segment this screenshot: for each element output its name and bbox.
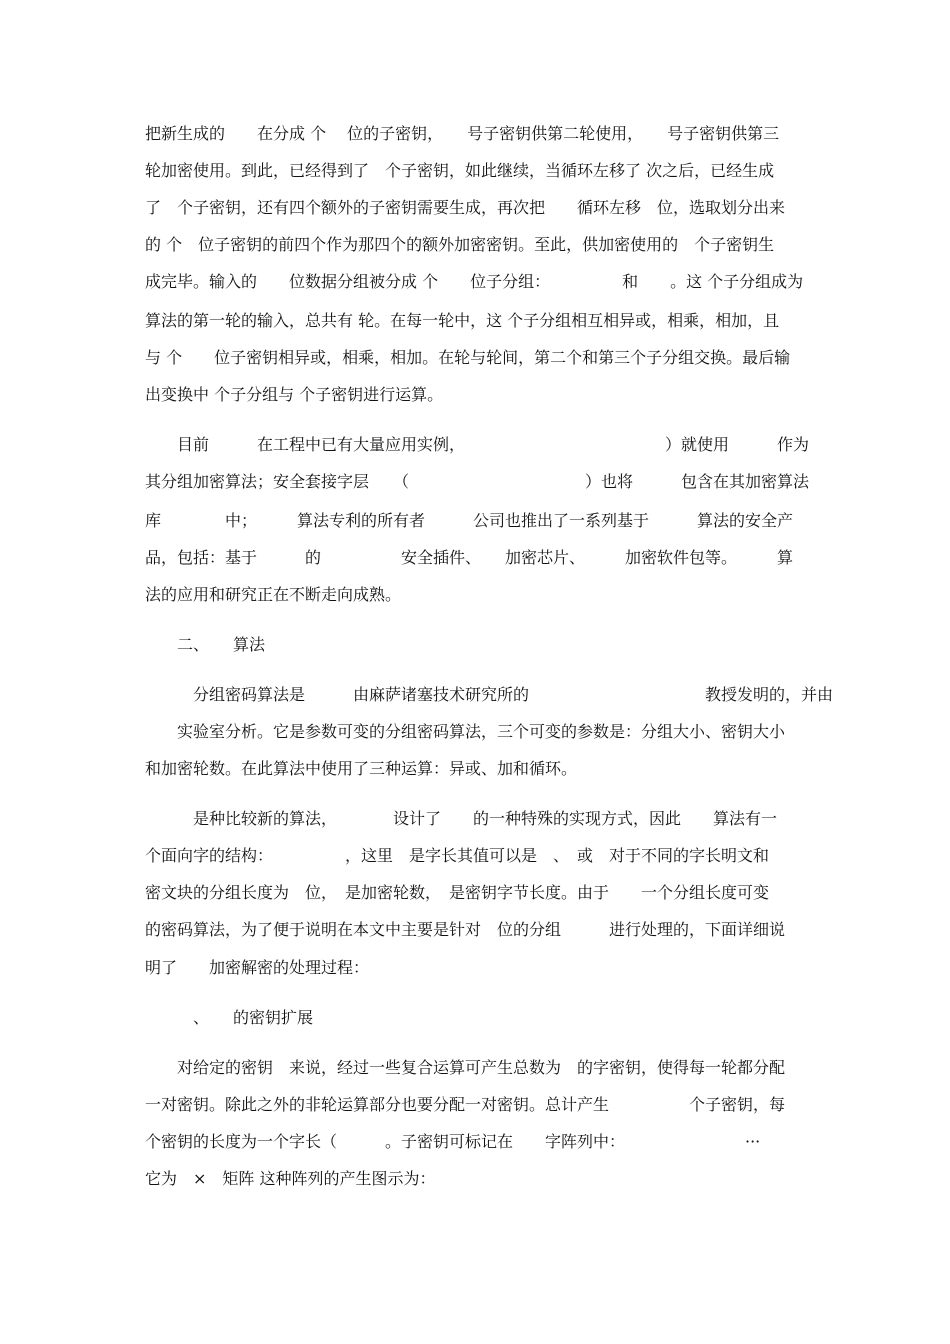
paragraph-1-line-3: 了 个子密钥，还有四个额外的子密钥需要生成，再次把 循环左移 位，选取划分出来 (145, 198, 786, 217)
section-heading: 二、 算法 (145, 635, 266, 654)
paragraph-1-line-4: 的 个 位子密钥的前四个作为那四个的额外加密密钥。至此，供加密使用的 个子密钥生 (145, 235, 775, 254)
paragraph-1-line-5: 成完毕。输入的 位数据分组被分成 个 位子分组： 和 。这 个子分组成为 (145, 272, 804, 291)
paragraph-4-line-2: 个面向字的结构： ，这里 是字长其值可以是 、 或 对于不同的字长明文和 (145, 846, 770, 865)
paragraph-2-line-4: 品，包括：基于 的 安全插件、 加密芯片、 加密软件包等。 算 (145, 548, 794, 567)
paragraph-1-line-7: 与 个 位子密钥相异或，相乘，相加。在轮与轮间，第二个和第三个子分组交换。最后输 (145, 348, 791, 367)
paragraph-2-line-5: 法的应用和研究正在不断走向成熟。 (145, 585, 402, 604)
paragraph-5-line-2: 一对密钥。除此之外的非轮运算部分也要分配一对密钥。总计产生 个子密钥，每 (145, 1095, 786, 1114)
paragraph-1-line-2: 轮加密使用。到此，已经得到了 个子密钥，如此继续，当循环左移了 次之后，已经生成 (145, 161, 775, 180)
paragraph-4-line-3: 密文块的分组长度为 位， 是加密轮数， 是密钥字节长度。由于 一个分组长度可变 (145, 883, 770, 902)
paragraph-1-line-8: 出变换中 个子分组与 个子密钥进行运算。 (145, 385, 444, 404)
paragraph-1-line-6: 算法的第一轮的输入，总共有 轮。在每一轮中，这 个子分组相互相异或，相乘，相加，且 (145, 311, 780, 330)
paragraph-5-line-1: 对给定的密钥 来说，经过一些复合运算可产生总数为 的字密钥，使得每一轮都分配 (145, 1058, 786, 1077)
paragraph-2-line-1: 目前 在工程中已有大量应用实例， ）就使用 作为 (145, 435, 810, 454)
paragraph-5-line-4: 它为 × 矩阵 这种阵列的产生图示为： (145, 1169, 436, 1188)
paragraph-3-line-2: 实验室分析。它是参数可变的分组密码算法，三个可变的参数是：分组大小、密钥大小 (145, 722, 786, 741)
paragraph-4-line-4: 的密码算法，为了便于说明在本文中主要是针对 位的分组 进行处理的，下面详细说 (145, 920, 786, 939)
paragraph-4-line-5: 明了 加密解密的处理过程： (145, 958, 370, 977)
paragraph-5-line-3: 个密钥的长度为一个字长（ 。子密钥可标记在 字阵列中： ··· (145, 1132, 761, 1151)
paragraph-3-line-3: 和加密轮数。在此算法中使用了三种运算：异或、加和循环。 (145, 759, 578, 778)
paragraph-3-line-1: 分组密码算法是 由麻萨诸塞技术研究所的 教授发明的，并由 (145, 685, 834, 704)
paragraph-2-line-2: 其分组加密算法；安全套接字层 （ ）也将 包含在其加密算法 (145, 472, 810, 491)
paragraph-1-line-1: 把新生成的 在分成 个 位的子密钥， 号子密钥供第二轮使用， 号子密钥供第三 (145, 124, 780, 143)
paragraph-2-line-3: 库 中； 算法专利的所有者 公司也推出了一系列基于 算法的安全产 (145, 511, 794, 530)
subsection-heading: 、 的密钥扩展 (145, 1008, 314, 1027)
paragraph-4-line-1: 是种比较新的算法， 设计了 的一种特殊的实现方式，因此 算法有一 (145, 809, 778, 828)
